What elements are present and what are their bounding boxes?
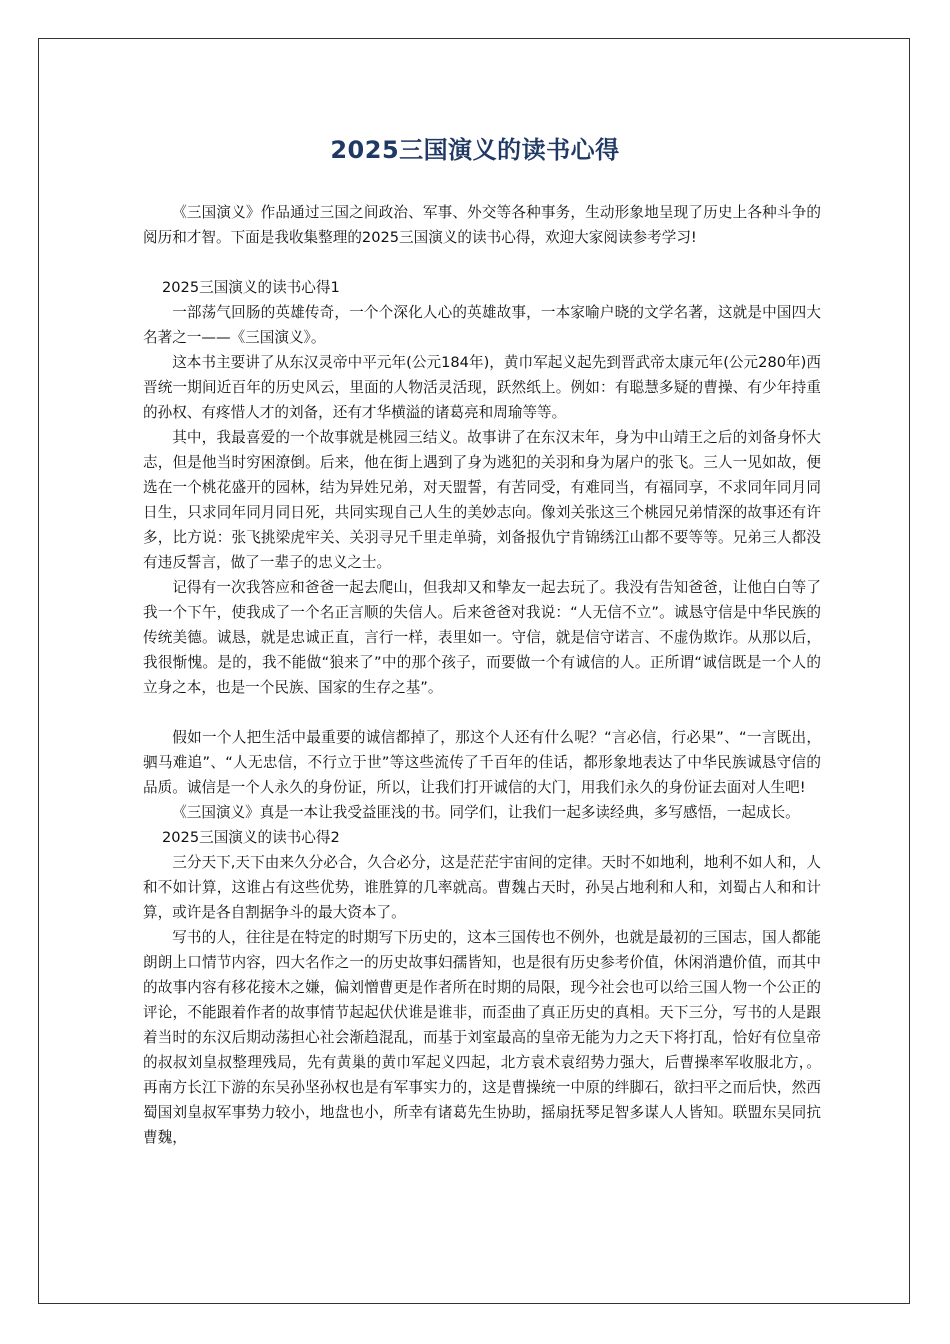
paragraph: 一部荡气回肠的英雄传奇，一个个深化人心的英雄故事，一本家喻户晓的文学名著，这就是中国四大名著之一——《三国演义》。 bbox=[143, 304, 821, 346]
paragraph: 这本书主要讲了从东汉灵帝中平元年(公元184年)，黄巾军起义起先到晋武帝太康元年(公元280年)西晋统一期间近百年的历史风云，里面的人物活灵活现，跃然纸上。例如：有聪慧多疑的曹操、有少年持重的孙权、有疼惜人才的刘备，还有才华横溢的诸葛亮和周瑜等等。 bbox=[143, 354, 821, 421]
section-heading: 2025三国演义的读书心得2 bbox=[161, 829, 340, 846]
intro-paragraph: 《三国演义》作品通过三国之间政治、军事、外交等各种事务，生动形象地呈现了历史上各种斗争的阅历和才智。下面是我收集整理的2025三国演义的读书心得，欢迎大家阅读参考学习! bbox=[143, 204, 821, 246]
section-heading: 2025三国演义的读书心得1 bbox=[161, 279, 340, 296]
section-2 bbox=[143, 825, 821, 1150]
document-title: 2025三国演义的读书心得 bbox=[330, 136, 620, 164]
paragraph: 写书的人，往往是在特定的时期写下历史的，这本三国传也不例外，也就是最初的三国志，国人都能朗朗上口情节内容，四大名作之一的历史故事妇孺皆知，也是很有历史参考价值，休闲消遣价值，而其中的故事内容有移花接木之嫌，偏刘憎曹更是作者所在时期的局限，现今社会也可以给三国人物一个公正的评论，不能跟着作者的故事情节起起伏伏谁是谁非，而歪曲了真正历史的真相。天下三分，写书的人是跟着当时的东汉后期动荡担心社会渐趋混乱，而基于刘室最高的皇帝无能为力之天下将打乱，恰好有位皇帝的叔叔刘皇叔整理残局，先有黄巢的黄巾军起义四起，北方袁术袁绍势力强大，后曹操率军收服北方，。再南方长江下游的东吴孙坚孙权也是有军事实力的，这是曹操统一中原的绊脚石，欲扫平之而后快，然西蜀国刘皇叔军事势力较小，地盘也小，所幸有诸葛先生协助，摇扇抚琴足智多谋人人皆知。联盟东吴同抗曹魏， bbox=[143, 929, 821, 1146]
paragraph: 记得有一次我答应和爸爸一起去爬山，但我却又和挚友一起去玩了。我没有告知爸爸，让他白白等了我一个下午，使我成了一个名正言顺的失信人。后来爸爸对我说：“人无信不立”。诚恳守信是中华民族的传统美德。诚恳，就是忠诚正直，言行一样，表里如一。守信，就是信守诺言、不虚伪欺诈。从那以后，我很惭愧。是的，我不能做“狼来了”中的那个孩子，而要做一个有诚信的人。正所谓“诚信既是一个人的立身之本，也是一个民族、国家的生存之基”。 bbox=[143, 579, 821, 696]
blank-line bbox=[143, 700, 821, 725]
paragraph: 三分天下,天下由来久分必合，久合必分，这是茫茫宇宙间的定律。天时不如地利，地利不如人和，人和不如计算，这谁占有这些优势，谁胜算的几率就高。曹魏占天时，孙吴占地利和人和，刘蜀占人和和计算，或许是各自割据争斗的最大资本了。 bbox=[143, 854, 821, 921]
paragraph: 《三国演义》真是一本让我受益匪浅的书。同学们，让我们一起多读经典，多写感悟，一起成长。 bbox=[172, 804, 800, 821]
document-body bbox=[143, 200, 821, 1150]
section-1 bbox=[143, 275, 821, 825]
blank-line bbox=[143, 250, 821, 275]
paragraph: 假如一个人把生活中最重要的诚信都掉了，那这个人还有什么呢？“言必信，行必果”、“一言既出，驷马难追”、“人无忠信，不行立于世”等这些流传了千百年的佳话，都形象地表达了中华民族诚恳守信的品质。诚信是一个人永久的身份证，所以，让我们打开诚信的大门，用我们永久的身份证去面对人生吧! bbox=[143, 729, 821, 796]
paragraph: 其中，我最喜爱的一个故事就是桃园三结义。故事讲了在东汉末年，身为中山靖王之后的刘备身怀大志，但是他当时穷困潦倒。后来，他在街上遇到了身为逃犯的关羽和身为屠户的张飞。三人一见如故，便选在一个桃花盛开的园林，结为异姓兄弟，对天盟誓，有苦同受，有难同当，有福同享，不求同年同月同日生，只求同年同月同日死，共同实现自己人生的美妙志向。像刘关张这三个桃园兄弟情深的故事还有许多，比方说：张飞挑梁虎牢关、关羽寻兄千里走单骑，刘备报仇宁肯锦绣江山都不要等等。兄弟三人都没有违反誓言，做了一辈子的忠义之士。 bbox=[143, 429, 821, 571]
